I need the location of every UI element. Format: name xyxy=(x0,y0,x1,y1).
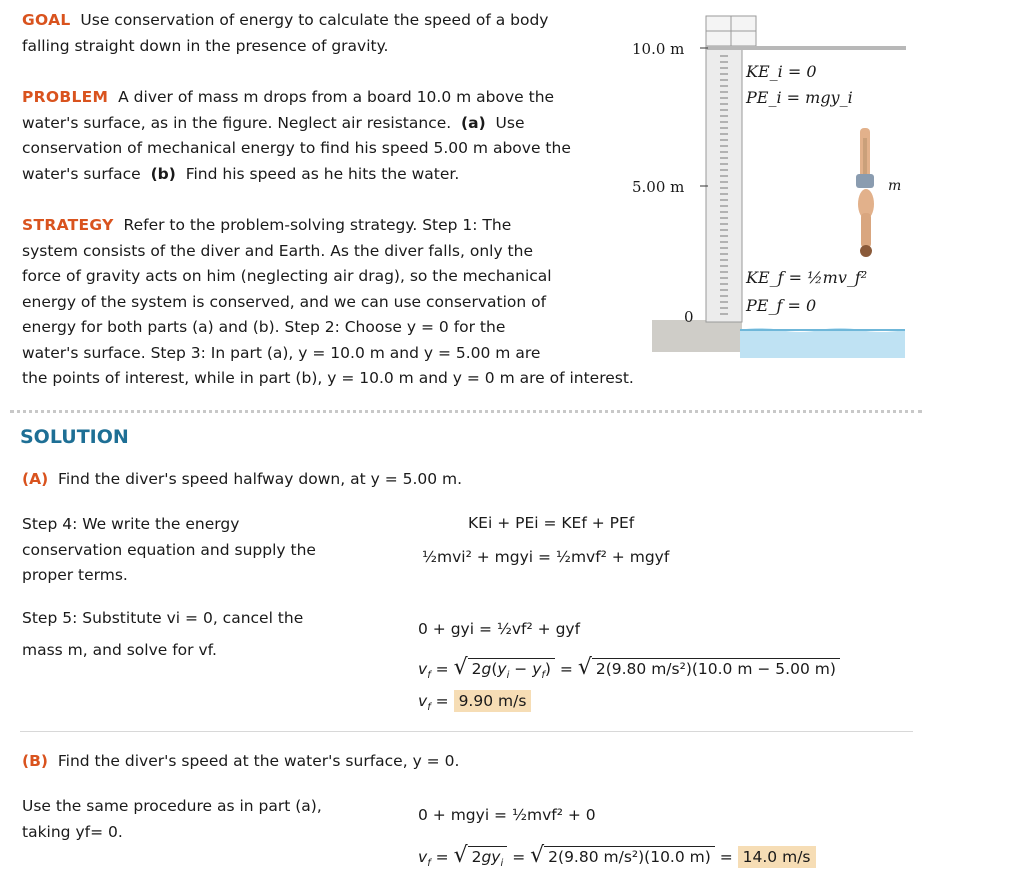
problem-line3: conservation of mechanical energy to find his speed 5.00 m above the xyxy=(22,139,571,157)
part-a-label: (A) xyxy=(22,470,49,488)
part-b-line1: Use the same procedure as in part (a), xyxy=(22,797,322,815)
strategy-line5: energy for both parts (a) and (b). Step 2: Choose y = 0 for the xyxy=(22,318,506,336)
part-a-text: Find the diver's speed halfway down, at y = 5.00 m. xyxy=(58,470,463,488)
part-b-line2: taking yf= 0. xyxy=(22,822,123,841)
label-height-mid: 5.00 m xyxy=(632,178,685,196)
problem-b-label: (b) xyxy=(150,164,176,183)
goal-line2: falling straight down in the presence of gravity. xyxy=(22,36,389,55)
diving-board xyxy=(706,46,906,50)
result-b: 14.0 m/s xyxy=(738,846,816,868)
eq-solve-vf: $v_f$ = √ $2g(y_i - y_f)$ = √ 2(9.80 m/s²)(10.0 m − 5.00 m) xyxy=(418,658,840,681)
label-ke-f: KE_f = ½mv_f² xyxy=(746,268,868,287)
problem-line1: A diver of mass m drops from a board 10.0 m above the xyxy=(118,88,555,106)
problem-a-label: (a) xyxy=(461,113,486,132)
step4-line2: conservation equation and supply the xyxy=(22,540,316,559)
goal-label: GOAL xyxy=(22,11,71,29)
strategy-line4: energy of the system is conserved, and we can use conservation of xyxy=(22,292,547,311)
solution-title: SOLUTION xyxy=(20,426,129,448)
water xyxy=(740,328,905,358)
eq-b-energy: 0 + mgyi = ½mvf² + 0 xyxy=(418,806,596,824)
problem-paragraph xyxy=(22,85,571,187)
eq-energy-conservation: KEi + PEi = KEf + PEf xyxy=(468,514,635,532)
eq-b-solve-rhs: 2(9.80 m/s²)(10.0 m) xyxy=(544,846,715,866)
goal-paragraph xyxy=(22,8,548,59)
part-a-heading xyxy=(22,470,462,488)
label-mass: m xyxy=(888,178,902,194)
result-a: 9.90 m/s xyxy=(454,690,532,712)
step4-text xyxy=(22,512,316,589)
label-ke-i: KE_i = 0 xyxy=(746,62,817,81)
label-pe-f: PE_f = 0 xyxy=(746,296,817,315)
ground-block xyxy=(652,320,742,352)
strategy-line1: Refer to the problem-solving strategy. Step 1: The xyxy=(123,216,512,234)
step4-line3: proper terms. xyxy=(22,566,128,584)
strategy-line2: system consists of the diver and Earth. As the diver falls, only the xyxy=(22,241,533,260)
problem-line2: water's surface, as in the figure. Neglect air resistance. xyxy=(22,113,452,132)
strategy-label: STRATEGY xyxy=(22,216,114,234)
step5-line2: mass m, and solve for vf. xyxy=(22,640,217,659)
section-divider xyxy=(10,410,922,413)
step4-line1: Step 4: We write the energy xyxy=(22,515,240,533)
strategy-line7: the points of interest, while in part (b), y = 10.0 m and y = 0 m are of interest. xyxy=(22,369,634,387)
strategy-line3: force of gravity acts on him (neglecting air drag), so the mechanical xyxy=(22,267,552,285)
eq-b-solve: $v_f$ = √ $2gy_i$ = √ 2(9.80 m/s²)(10.0 m) = 14.0 m/s xyxy=(418,846,816,869)
step5-line1: Step 5: Substitute vi = 0, cancel the xyxy=(22,609,304,627)
part-b-procedure xyxy=(22,794,322,845)
strategy-line6: water's surface. Step 3: In part (a), y = 10.0 m and y = 5.00 m are xyxy=(22,343,541,362)
label-pe-i: PE_i = mgy_i xyxy=(746,88,853,107)
diver-body xyxy=(856,128,874,257)
part-b-heading xyxy=(22,752,459,770)
problem-line4: water's surface xyxy=(22,164,141,183)
strategy-paragraph xyxy=(22,213,634,392)
problem-label: PROBLEM xyxy=(22,88,109,106)
part-b-text: Find the diver's speed at the water's surface, y = 0. xyxy=(57,752,460,770)
eq-energy-terms: ½mvi² + mgyi = ½mvf² + mgyf xyxy=(422,548,670,566)
goal-line1: Use conservation of energy to calculate the speed of a body xyxy=(80,11,549,29)
label-height-zero: 0 xyxy=(684,308,694,326)
tower-body xyxy=(706,46,742,322)
part-b-label: (B) xyxy=(22,752,48,770)
eq-cancel-mass: 0 + gyi = ½vf² + gyf xyxy=(418,620,581,638)
step5-text xyxy=(22,606,303,663)
problem-line4b: Find his speed as he hits the water. xyxy=(185,164,460,183)
problem-line2b: Use xyxy=(495,113,525,132)
part-divider xyxy=(20,731,913,732)
eq-solve-vf-rhs: 2(9.80 m/s²)(10.0 m − 5.00 m) xyxy=(592,658,840,678)
eq-result-a: $v_f = 9.90$ m/s xyxy=(418,692,531,713)
label-height-top: 10.0 m xyxy=(632,40,685,58)
